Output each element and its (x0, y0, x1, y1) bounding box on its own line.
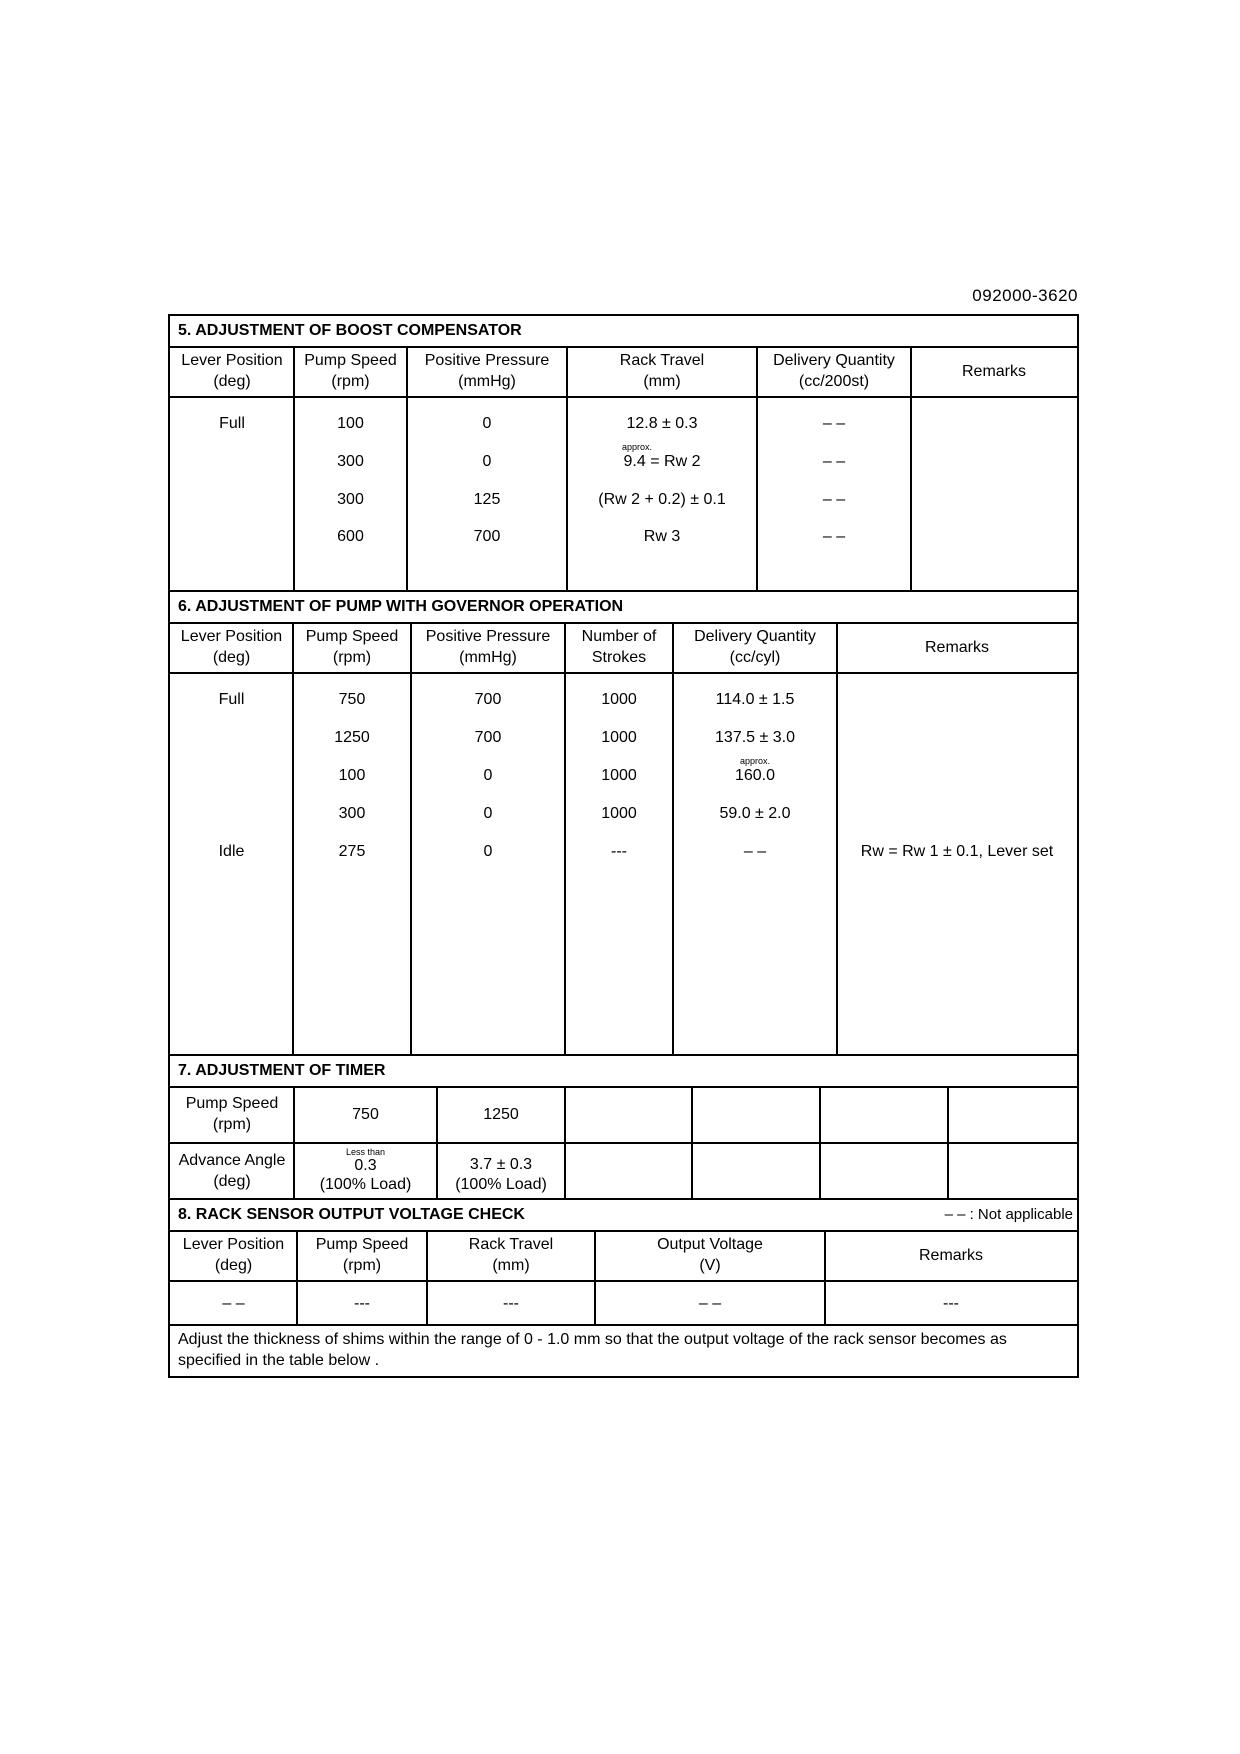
s5-header-speed: Pump Speed (rpm) (304, 352, 397, 390)
s5-header-pressure: Positive Pressure (mmHg) (424, 352, 550, 390)
s7-angle-750: Less than 0.3 (100% Load) (319, 1147, 412, 1193)
s6-strokes: 1000 (601, 805, 637, 822)
s8-header-remarks: Remarks (918, 1246, 983, 1264)
s6-header-speed: Pump Speed (rpm) (305, 628, 399, 666)
s5-delivery: – – (822, 528, 846, 545)
s8-rack: --- (503, 1294, 519, 1312)
s6-strokes: --- (611, 843, 627, 860)
s7-angle-1250: 3.7 ± 0.3 (100% Load) (455, 1156, 547, 1193)
s7-speed-label: Pump Speed (rpm) (185, 1095, 279, 1133)
s6-header-pressure: Positive Pressure (mmHg) (425, 628, 551, 666)
s6-delivery: – – (743, 843, 767, 860)
s5-delivery: – – (822, 453, 846, 470)
s6-lever: Full (218, 691, 245, 708)
s7-speed-1250: 1250 (483, 1105, 519, 1123)
s6-pressure: 0 (483, 843, 493, 860)
not-applicable-legend: – – : Not applicable (944, 1206, 1073, 1223)
s6-strokes: 1000 (601, 767, 637, 784)
s6-lever: Idle (218, 843, 245, 860)
s6-strokes: 1000 (601, 691, 637, 708)
s8-lever: – – (222, 1294, 245, 1312)
s5-speed: 100 (337, 415, 364, 432)
s5-pressure: 0 (482, 415, 492, 432)
s5-delivery: – – (822, 491, 846, 508)
s8-speed: --- (354, 1294, 370, 1312)
s5-rack: 12.8 ± 0.3 (626, 415, 698, 432)
s6-speed: 100 (338, 767, 366, 784)
s5-rack: 9.4 = Rw 2 (623, 453, 701, 470)
s5-header-remarks: Remarks (961, 362, 1026, 380)
s6-pressure: 0 (483, 805, 493, 822)
s5-speed: 300 (337, 453, 364, 470)
s5-rack: Rw 3 (643, 528, 681, 545)
s5-header-rack: Rack Travel (mm) (619, 352, 705, 390)
section-5-title: 5. ADJUSTMENT OF BOOST COMPENSATOR (170, 316, 1077, 348)
s7-angle-label: Advance Angle (deg) (178, 1152, 286, 1190)
s6-pressure: 700 (474, 691, 502, 708)
section-8-title: 8. RACK SENSOR OUTPUT VOLTAGE CHECK – – : Not applicable (170, 1200, 1077, 1232)
s6-strokes: 1000 (601, 729, 637, 746)
s5-lever-full: Full (219, 415, 245, 432)
s5-delivery: – – (822, 415, 846, 432)
s6-delivery-approx-note: approx. (739, 756, 771, 766)
section-7-title: 7. ADJUSTMENT OF TIMER (170, 1056, 1077, 1088)
s6-speed: 750 (338, 691, 366, 708)
section-6-title: 6. ADJUSTMENT OF PUMP WITH GOVERNOR OPERATION (170, 592, 1077, 624)
s8-voltage: – – (698, 1294, 722, 1312)
s6-pressure: 0 (483, 767, 493, 784)
shim-adjustment-note: Adjust the thickness of shims within the range of 0 - 1.0 mm so that the output voltage of the rack sensor becomes as specified in the table below . (178, 1331, 1007, 1369)
s6-speed: 300 (338, 805, 366, 822)
s6-header-strokes: Number of Strokes (581, 628, 657, 666)
s6-delivery: 137.5 ± 3.0 (715, 729, 795, 746)
s8-header-rack: Rack Travel (mm) (468, 1236, 554, 1274)
s8-header-lever: Lever Position (deg) (182, 1236, 285, 1274)
s5-pressure: 125 (473, 491, 501, 508)
s6-delivery: 59.0 ± 2.0 (719, 805, 791, 822)
s8-header-voltage: Output Voltage (V) (657, 1236, 763, 1274)
s6-header-remarks: Remarks (924, 638, 989, 656)
s6-delivery: 114.0 ± 1.5 (715, 691, 795, 708)
s8-remarks: --- (943, 1294, 959, 1312)
s5-header-lever: Lever Position (deg) (181, 352, 283, 390)
s6-remarks: Rw = Rw 1 ± 0.1, Lever set (860, 843, 1054, 860)
s5-rack: (Rw 2 + 0.2) ± 0.1 (598, 491, 726, 508)
s5-speed: 300 (337, 491, 364, 508)
adjustment-sheet (168, 314, 1079, 1378)
s6-speed: 1250 (334, 729, 370, 746)
s5-rack-approx-note: approx. (621, 442, 653, 452)
s6-header-delivery: Delivery Quantity (cc/cyl) (694, 628, 816, 666)
s6-delivery: 160.0 (734, 767, 776, 784)
s5-header-delivery: Delivery Quantity (cc/200st) (773, 352, 895, 390)
document-number: 092000-3620 (972, 286, 1078, 305)
s5-pressure: 0 (482, 453, 492, 470)
s6-speed: 275 (338, 843, 366, 860)
s6-header-lever: Lever Position (deg) (180, 628, 283, 666)
s5-pressure: 700 (473, 528, 501, 545)
s8-header-speed: Pump Speed (rpm) (315, 1236, 409, 1274)
s7-speed-750: 750 (352, 1105, 379, 1123)
s6-pressure: 700 (474, 729, 502, 746)
s5-speed: 600 (337, 528, 364, 545)
